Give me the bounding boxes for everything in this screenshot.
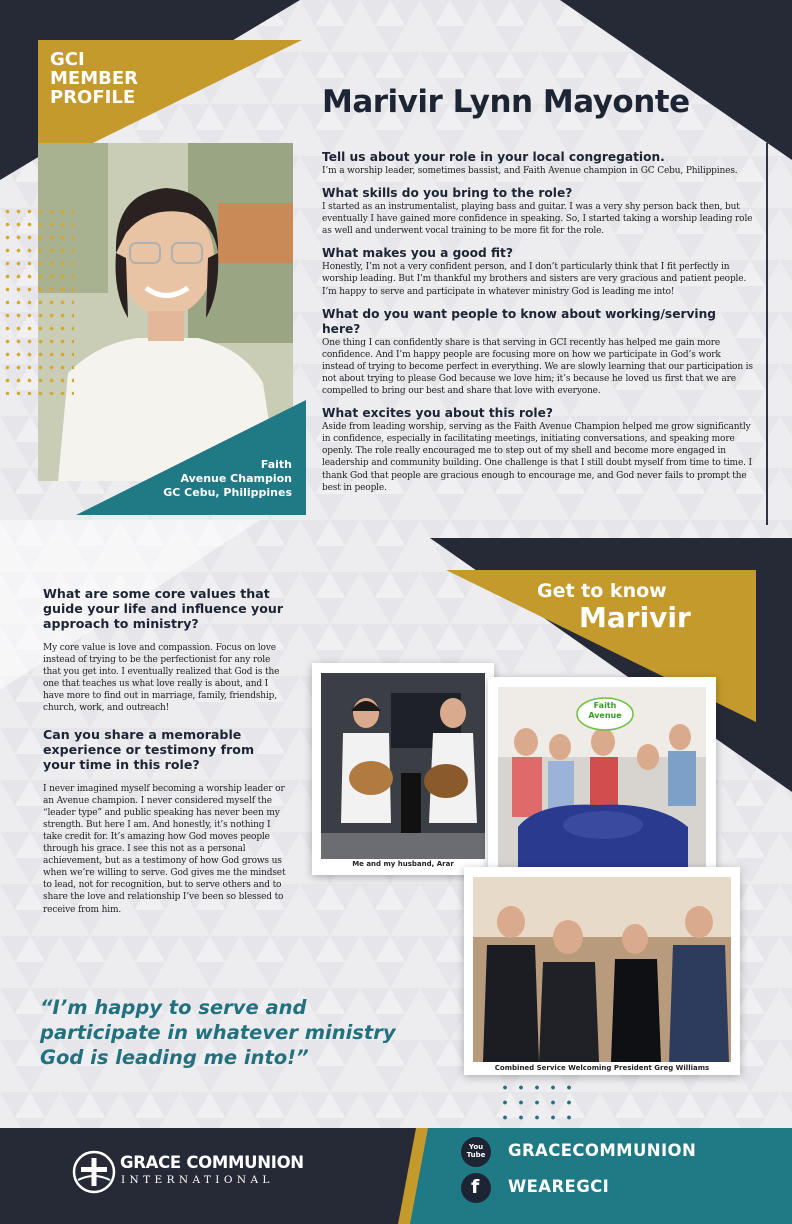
get-to-know-name: Marivir [579,601,691,634]
photo-caption: Combined Service Welcoming President Greg Williams [494,1064,710,1072]
org-name: GRACE COMMUNION [120,1153,304,1172]
badge-line: PROFILE [50,87,136,108]
decorative-dots-teal [497,1080,577,1125]
answer: I’m a worship leader, sometimes bassist, and Faith Avenue champion in GC Cebu, Philippines. [322,166,738,176]
decorative-dots [2,205,74,395]
youtube-icon[interactable] [461,1137,491,1167]
badge-line: GCI [50,49,85,70]
question: What excites you about this role? [322,406,553,421]
answer: Aside from leading worship, serving as the Faith Avenue Champion helped me grow significantly in confidence, especially in facilitating meetings, initiating conversations, and speaking more openly. The role really encouraged me to step out of my shell and become more engaged in leadership and community building. One challenge is that I still doubt myself from time to time. I thank God that people are gracious enough to encourage me, and God never fails to prompt the best in people. [322,422,752,493]
get-to-know-label: Get to know [537,580,667,602]
lower-qa-section [43,586,289,928]
caption-line: GC Cebu, Philippines [163,486,292,499]
answer: I never imagined myself becoming a worship leader or an Avenue champion. I never considered myself the “leader type” and public speaking has never been my strength. But here I am. And honestly, it’s nothing I take credit for. It’s amazing how God moves people through his grace. I see this not as a personal achievement, but as a testimony of how God grows us when we’re willing to serve. God gives me the mindset to lead, not for recognition, but to serve others and to share the love and relationship I’ve been so blessed to receive from him. [43,783,286,915]
question: Can you share a memorable experience or testimony from your time in this role? [43,726,255,772]
question: What makes you a good fit? [322,246,513,261]
question: What are some core values that guide your life and influence your approach to ministry? [43,586,284,631]
qa-section [322,150,754,494]
pull-quote: “I’m happy to serve and participate in whatever ministry God is leading me into!” [40,996,396,1069]
facebook-glyph: f [471,1176,480,1198]
caption-line: Faith [260,458,292,471]
answer: I started as an instrumentalist, playing bass and guitar. I was a very shy person back then, but eventually I have gained more confidence in speaking. So, I started taking a worship leading role as well and underwent vocal training to be more fit for the role. [322,202,753,237]
photo-caption [120,458,292,500]
question: What do you want people to know about working/serving here? [322,306,716,336]
youtube-icon-text: You Tube [466,1143,486,1159]
gci-logo-icon [72,1150,116,1194]
profile-badge-text [50,50,138,107]
faith-avenue-sign: Faith Avenue [588,701,622,720]
divider-line [766,143,768,525]
org-subtitle: INTERNATIONAL [121,1174,274,1186]
badge-line: MEMBER [50,68,138,89]
caption-line: Avenue Champion [180,472,292,485]
question: Tell us about your role in your local congregation. [322,150,665,164]
answer: My core value is love and compassion. Focus on love instead of trying to be the perfectionist for any role that you get into. I eventually realized that God is the one that teaches us what love really is about, and I have more to find out in marriage, family, friendship, church, work, and outreach! [43,643,280,714]
photo-meeting [488,677,716,889]
photo-husband [312,663,494,875]
facebook-handle[interactable]: WEAREGCI [508,1177,610,1196]
facebook-icon[interactable] [461,1173,491,1203]
answer: One thing I can confidently share is that serving in GCI recently has helped me gain more confidence. And I’m happy people are focusing more on how we participate in God’s work instead of trying to become perfect in everything. We are slowly learning that our participation is not about trying to please God because we love him; it’s because he loved us first that we are compelled to bring our best and share that love with everyone. [322,337,753,397]
member-name: Marivir Lynn Mayonte [322,84,690,120]
youtube-handle[interactable]: GRACECOMMUNION [508,1141,697,1160]
photo-president [464,867,740,1075]
question: What skills do you bring to the role? [322,186,573,201]
photo-caption: Me and my husband, Arar [352,860,454,868]
answer: Honestly, I’m not a very confident person, and I don’t particularly think that I fit perfectly in worship leading. But I’m thankful my brothers and sisters are very gracious and patient people. I’m happy to serve and participate in whatever ministry God is leading me into! [322,262,747,297]
